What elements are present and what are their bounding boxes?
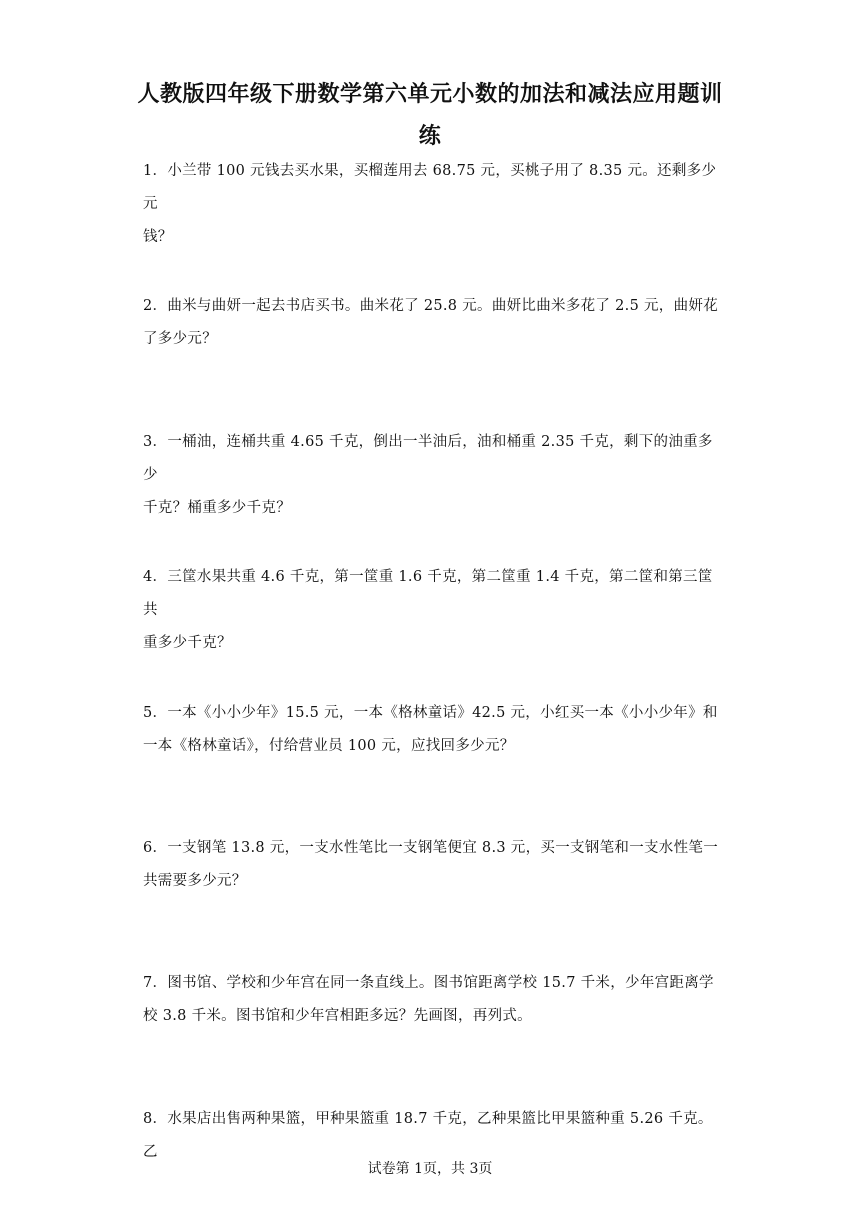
question-text-line: 6．一支钢笔 13.8 元，一支水性笔比一支钢笔便宜 8.3 元，买一支钢笔和一支水性笔一	[143, 840, 719, 856]
question-text-line: 千克？桶重多少千克？	[143, 500, 291, 516]
question-text-line: 7．图书馆、学校和少年宫在同一条直线上。图书馆距离学校 15.7 千米，少年宫距离学	[143, 975, 714, 991]
question-text-line: 5．一本《小小少年》15.5 元，一本《格林童话》42.5 元，小红买一本《小小少年》和	[143, 705, 718, 721]
page-title: 人教版四年级下册数学第六单元小数的加法和减法应用题训	[137, 82, 723, 107]
question-6	[143, 832, 721, 898]
question-text-line: 重多少千克？	[143, 635, 232, 651]
question-1	[143, 155, 721, 254]
question-text-line: 一本《格林童话》，付给营业员 100 元，应找回多少元？	[143, 738, 515, 754]
question-text-line: 钱？	[143, 229, 173, 245]
question-5	[143, 697, 721, 763]
page-title-continuation: 练	[418, 124, 442, 149]
question-4	[143, 561, 721, 660]
question-3	[143, 426, 721, 525]
question-text-line: 4．三筐水果共重 4.6 千克，第一筐重 1.6 千克，第二筐重 1.4 千克，第二筐和第三筐共	[143, 569, 713, 618]
question-text-line: 2．曲米与曲妍一起去书店买书。曲米花了 25.8 元。曲妍比曲米多花了 2.5 元，曲妍花	[143, 298, 719, 314]
question-text-line: 校 3.8 千米。图书馆和少年宫相距多远？先画图，再列式。	[143, 1008, 532, 1024]
question-7	[143, 967, 721, 1033]
page-footer: 试卷第 1页，共 3页	[367, 1161, 493, 1177]
question-text-line: 1．小兰带 100 元钱去买水果，买榴莲用去 68.75 元，买桃子用了 8.35 元。还剩多少元	[143, 163, 717, 212]
question-text-line: 共需要多少元？	[143, 873, 247, 889]
question-text-line: 8．水果店出售两种果篮，甲种果篮重 18.7 千克，乙种果篮比甲果篮种重 5.26 千克。乙	[143, 1111, 713, 1160]
question-text-line: 了多少元？	[143, 331, 217, 347]
question-2	[143, 290, 721, 356]
question-text-line: 3．一桶油，连桶共重 4.65 千克，倒出一半油后，油和桶重 2.35 千克，剩下的油重多少	[143, 434, 713, 483]
